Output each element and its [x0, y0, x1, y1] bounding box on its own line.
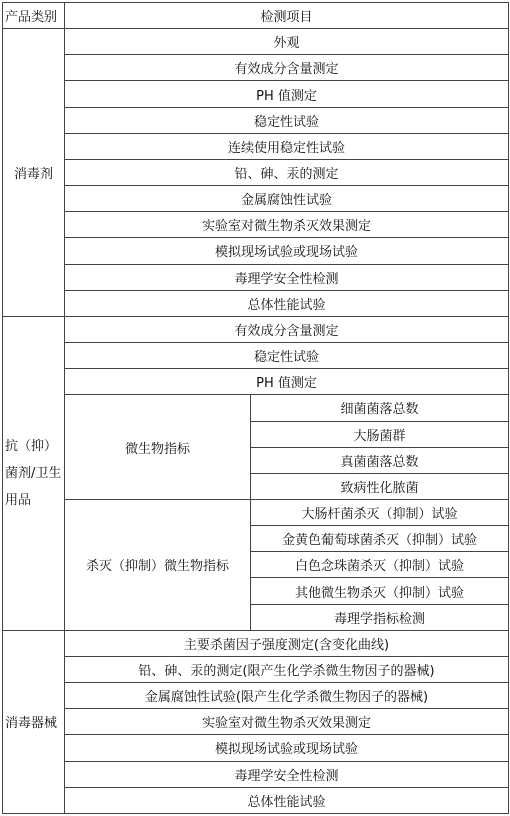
item-cell: 铅、砷、汞的测定(限产生化学杀微生物因子的器械) [65, 656, 509, 682]
header-category: 产品类别 [3, 3, 65, 29]
table-row [3, 159, 509, 185]
item-cell: 金属腐蚀性试验(限产生化学杀微生物因子的器械) [65, 683, 509, 709]
item-cell: 金黄色葡萄球菌杀灭（抑制）试验 [251, 526, 509, 552]
item-cell: 大肠杆菌杀灭（抑制）试验 [251, 499, 509, 525]
item-cell: 有效成分含量测定 [65, 316, 509, 342]
item-cell: 实验室对微生物杀灭效果测定 [65, 212, 509, 238]
item-cell: PH 值测定 [65, 81, 509, 107]
table-row [3, 735, 509, 761]
item-cell: 稳定性试验 [65, 343, 509, 369]
table-row [3, 81, 509, 107]
item-cell: 主要杀菌因子强度测定(含变化曲线) [65, 630, 509, 656]
item-cell: 稳定性试验 [65, 107, 509, 133]
table-row [3, 343, 509, 369]
category-disinfectant: 消毒剂 [3, 29, 65, 317]
table-row [3, 290, 509, 316]
item-cell: 模拟现场试验或现场试验 [65, 238, 509, 264]
item-cell: 总体性能试验 [65, 290, 509, 316]
item-cell: 外观 [65, 29, 509, 55]
table-row [3, 369, 509, 395]
item-cell: 连续使用稳定性试验 [65, 133, 509, 159]
table-row [3, 133, 509, 159]
table-row [3, 787, 509, 813]
header-items: 检测项目 [65, 3, 509, 29]
item-cell: 毒理学安全性检测 [65, 264, 509, 290]
header-row [3, 3, 509, 29]
item-cell: 有效成分含量测定 [65, 55, 509, 81]
subgroup-microbial: 微生物指标 [65, 395, 251, 500]
table-row [3, 395, 509, 421]
table-row [3, 186, 509, 212]
item-cell: 毒理学安全性检测 [65, 761, 509, 787]
table-row [3, 264, 509, 290]
item-cell: 铅、砷、汞的测定 [65, 159, 509, 185]
table-row [3, 499, 509, 525]
table-row [3, 656, 509, 682]
item-cell: 真菌菌落总数 [251, 447, 509, 473]
item-cell: 总体性能试验 [65, 787, 509, 813]
table-row [3, 709, 509, 735]
item-cell: 细菌菌落总数 [251, 395, 509, 421]
item-cell: 其他微生物杀灭（抑制）试验 [251, 578, 509, 604]
item-cell: 致病性化脓菌 [251, 473, 509, 499]
table-row [3, 55, 509, 81]
item-cell: 毒理学指标检测 [251, 604, 509, 630]
inspection-table [2, 2, 509, 814]
item-cell: 实验室对微生物杀灭效果测定 [65, 709, 509, 735]
table-row [3, 683, 509, 709]
item-cell: 白色念珠菌杀灭（抑制）试验 [251, 552, 509, 578]
table-row [3, 238, 509, 264]
table-row [3, 29, 509, 55]
item-cell: PH 值测定 [65, 369, 509, 395]
item-cell: 金属腐蚀性试验 [65, 186, 509, 212]
item-cell: 模拟现场试验或现场试验 [65, 735, 509, 761]
category-antibacterial: 抗（抑）菌剂/卫生用品 [3, 316, 65, 630]
category-device: 消毒器械 [3, 630, 65, 813]
subgroup-kill: 杀灭（抑制）微生物指标 [65, 499, 251, 630]
item-cell: 大肠菌群 [251, 421, 509, 447]
table-row [3, 316, 509, 342]
table-row [3, 761, 509, 787]
table-row [3, 212, 509, 238]
table-row [3, 630, 509, 656]
table-row [3, 107, 509, 133]
